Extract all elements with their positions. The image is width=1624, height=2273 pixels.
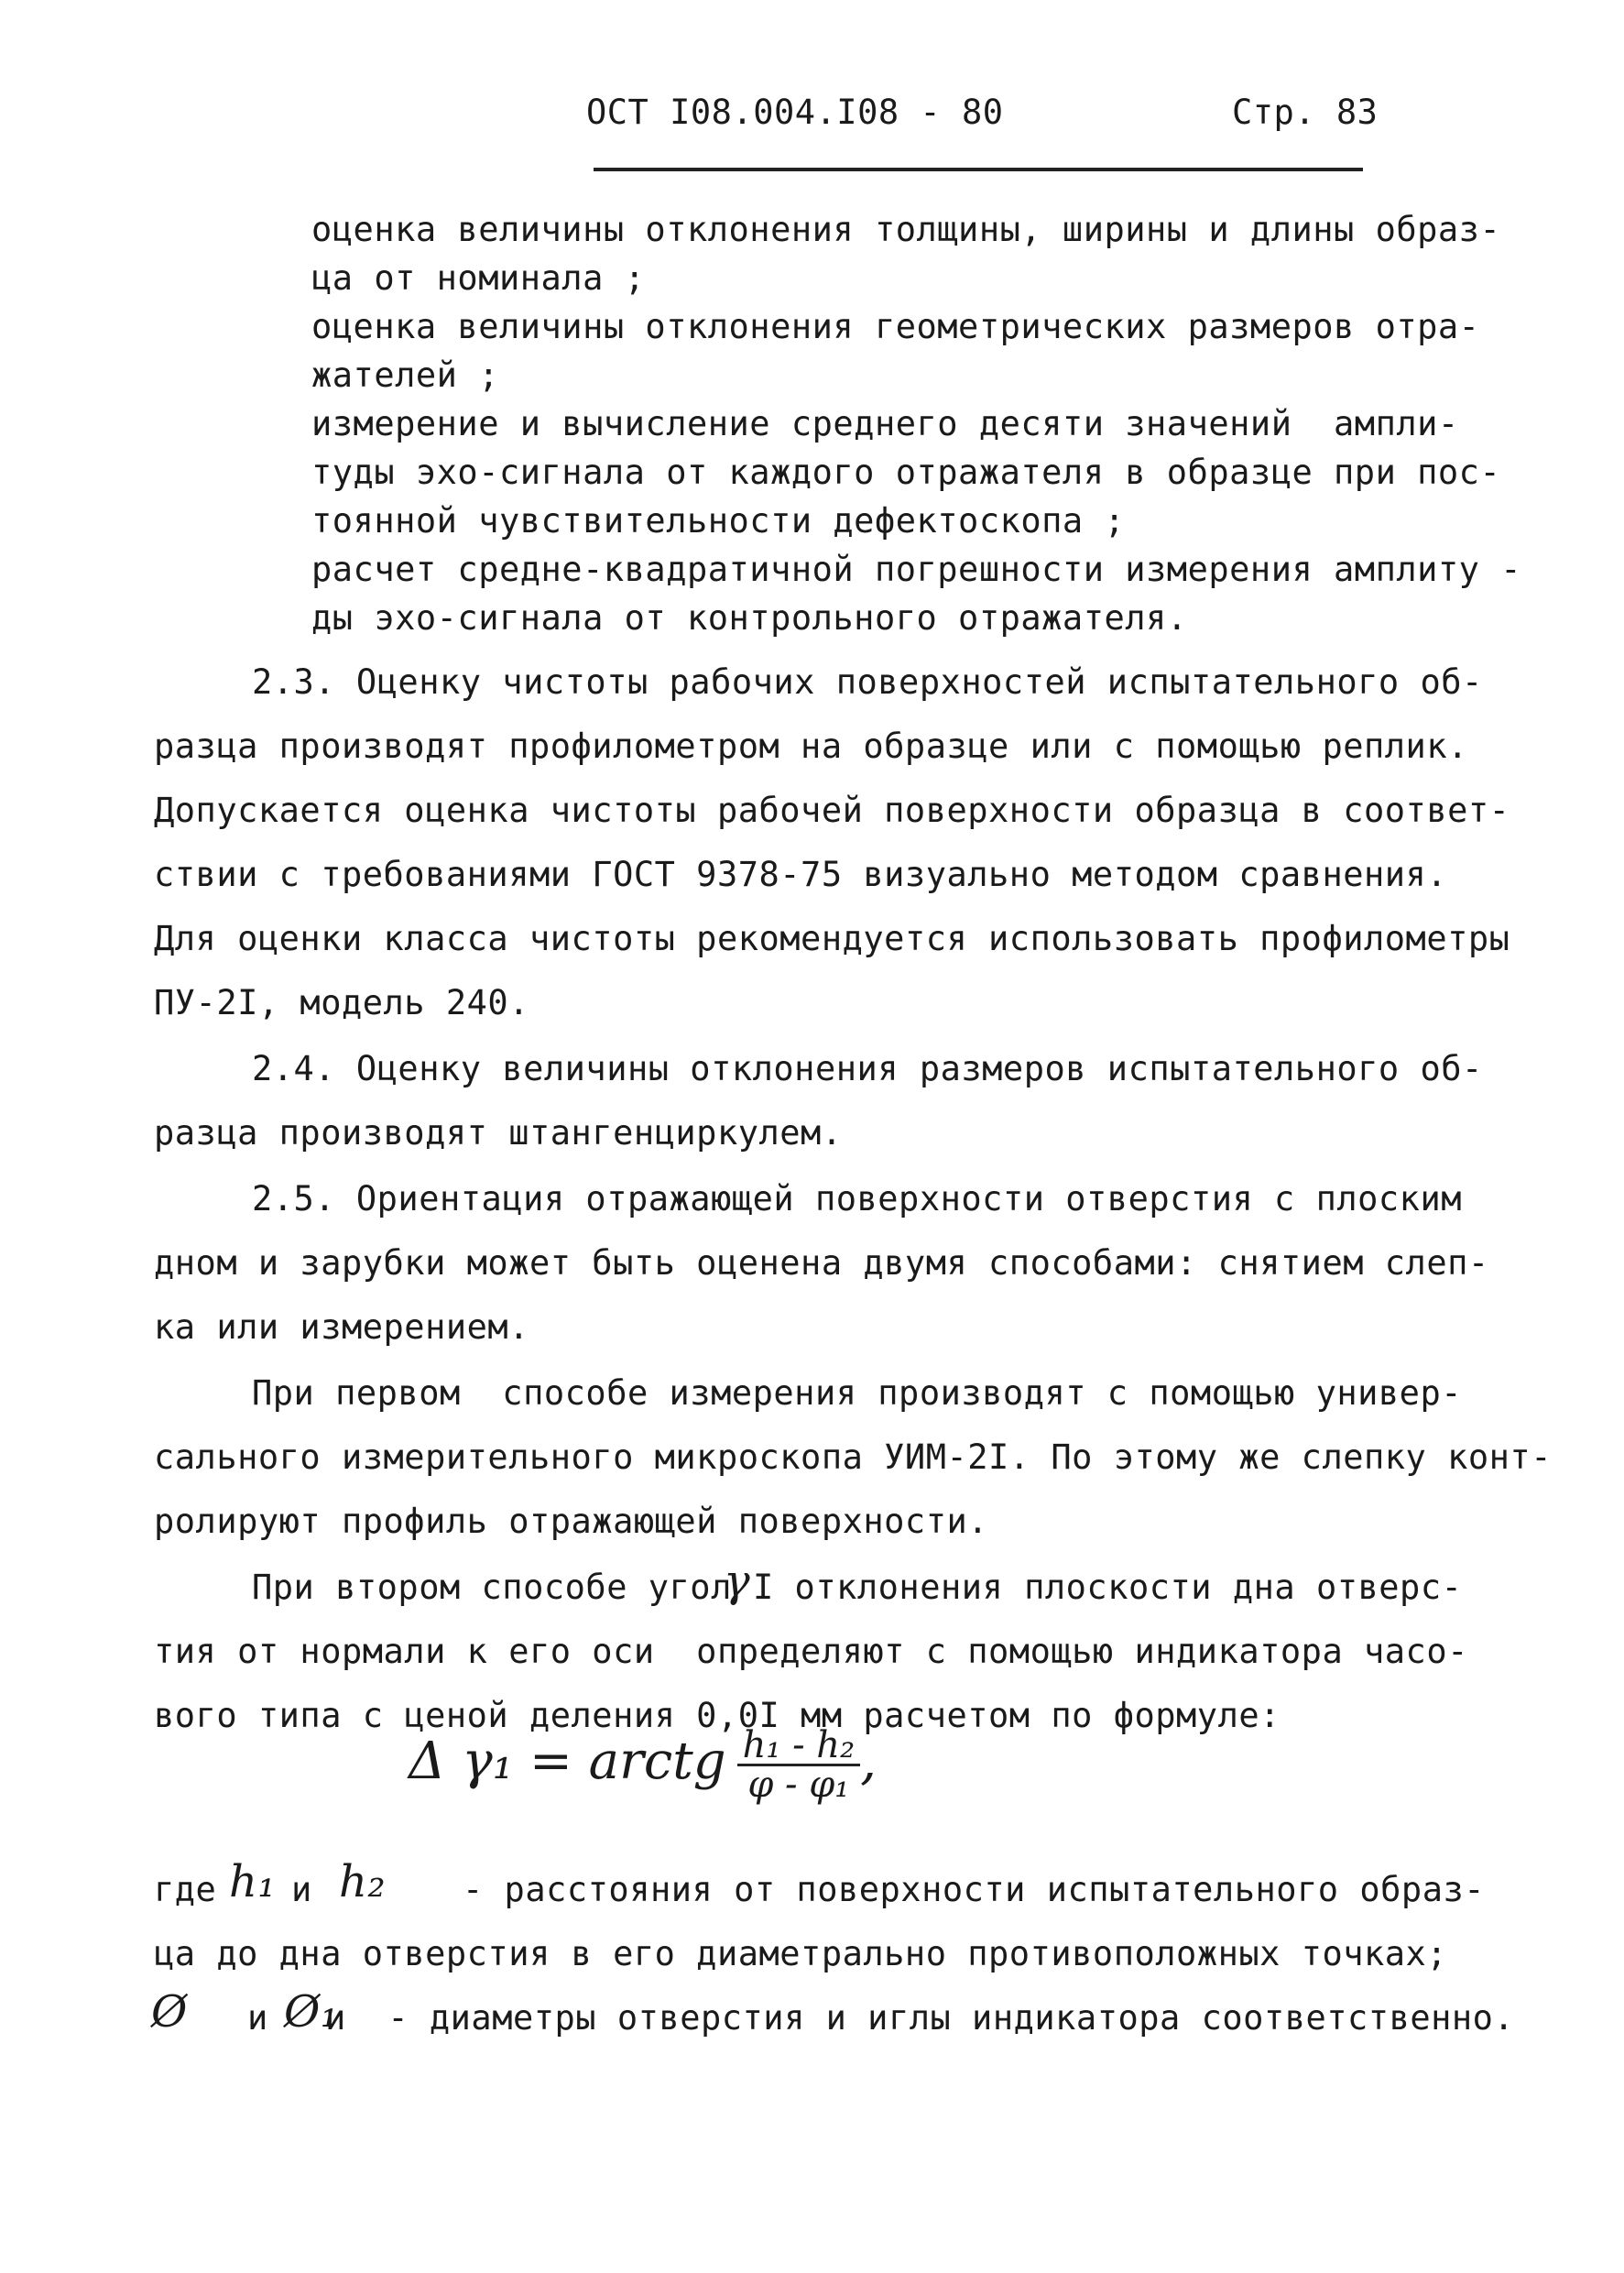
text-line: тия от нормали к его оси определяют с помощью индикатора часо-	[154, 1632, 1468, 1671]
formula-lhs: Δ γ₁ = arctg	[409, 1732, 726, 1791]
text-line: - расстояния от поверхности испытательного образ-	[463, 1870, 1486, 1909]
h2-symbol: h₂	[339, 1856, 387, 1907]
text-line: 2.4. Оценку величины отклонения размеров испытательного об-	[252, 1049, 1483, 1088]
text-line: 2.5. Ориентация отражающей поверхности отверстия с плоским	[252, 1179, 1463, 1218]
text-line: Допускается оценка чистоты рабочей поверхности образца в соответ-	[154, 791, 1510, 830]
text-line: оценка величины отклонения геометрических размеров отра-	[311, 307, 1480, 346]
text-line: тоянной чувствительности дефектоскопа ;	[311, 501, 1126, 541]
formula-tail: ,	[860, 1732, 877, 1791]
document-id: ОСТ I08.004.I08 - 80	[586, 93, 1004, 132]
text-line: дном и зарубки может быть оценена двумя способами: снятием слеп-	[154, 1243, 1489, 1283]
text-line: ца до дна отверстия в его диаметрально противоположных точках;	[154, 1934, 1448, 1973]
formula-numerator: h₁ - h₂	[737, 1727, 861, 1766]
text-line: жателей ;	[311, 355, 499, 395]
text-line: сального измерительного микроскопа УИМ-2I. По этому же слепку конт-	[154, 1437, 1552, 1477]
text-line: При первом способе измерения производят с помощью универ-	[252, 1373, 1463, 1413]
text-line: ствии с требованиями ГОСТ 9378-75 визуально методом сравнения.	[154, 855, 1448, 894]
phi1-symbol: Ø₁	[284, 1986, 339, 2038]
text-line: вого типа с ценой деления 0,0I мм расчетом по формуле:	[154, 1696, 1281, 1735]
text-line: туды эхо-сигнала от каждого отражателя в образце при пос-	[311, 453, 1501, 492]
h1-symbol: h₁	[229, 1856, 277, 1907]
text-line: ца от номинала ;	[311, 258, 646, 298]
gamma-symbol: γ	[724, 1556, 751, 1607]
text-line: ПУ-2I, модель 240.	[154, 983, 529, 1022]
text-line: оценка величины отклонения толщины, ширины и длины образ-	[311, 210, 1501, 249]
formula-fraction	[737, 1724, 861, 1806]
text-line: ды эхо-сигнала от контрольного отражателя.	[311, 598, 1188, 638]
text-line: разца производят профилометром на образце или с помощью реплик.	[154, 727, 1468, 766]
formula	[409, 1724, 877, 1806]
phi-symbol: Ø	[151, 1986, 188, 2038]
text-line: Для оценки класса чистоты рекомендуется использовать профилометры	[154, 919, 1510, 958]
header-divider	[594, 168, 1363, 171]
text-line: и	[247, 1998, 268, 2038]
text-line: 2.3. Оценку чистоты рабочих поверхностей испытательного об-	[252, 662, 1483, 702]
text-line: где	[154, 1870, 217, 1909]
text-line: и - диаметры отверстия и иглы индикатора соответственно.	[325, 1998, 1515, 2038]
page-number: Стр. 83	[1232, 93, 1379, 132]
text-line: ролируют профиль отражающей поверхности.	[154, 1502, 989, 1541]
formula-denominator: φ - φ₁	[747, 1764, 850, 1806]
text-line: и	[291, 1870, 312, 1909]
text-line: При втором способе угол	[252, 1568, 732, 1607]
text-line: ка или измерением.	[154, 1307, 529, 1347]
text-line: измерение и вычисление среднего десяти значений ампли-	[311, 404, 1459, 443]
text-line: I отклонения плоскости дна отверс-	[753, 1568, 1463, 1607]
text-line: расчет средне-квадратичной погрешности измерения амплиту -	[311, 550, 1522, 589]
text-line: разца производят штангенциркулем.	[154, 1113, 843, 1153]
